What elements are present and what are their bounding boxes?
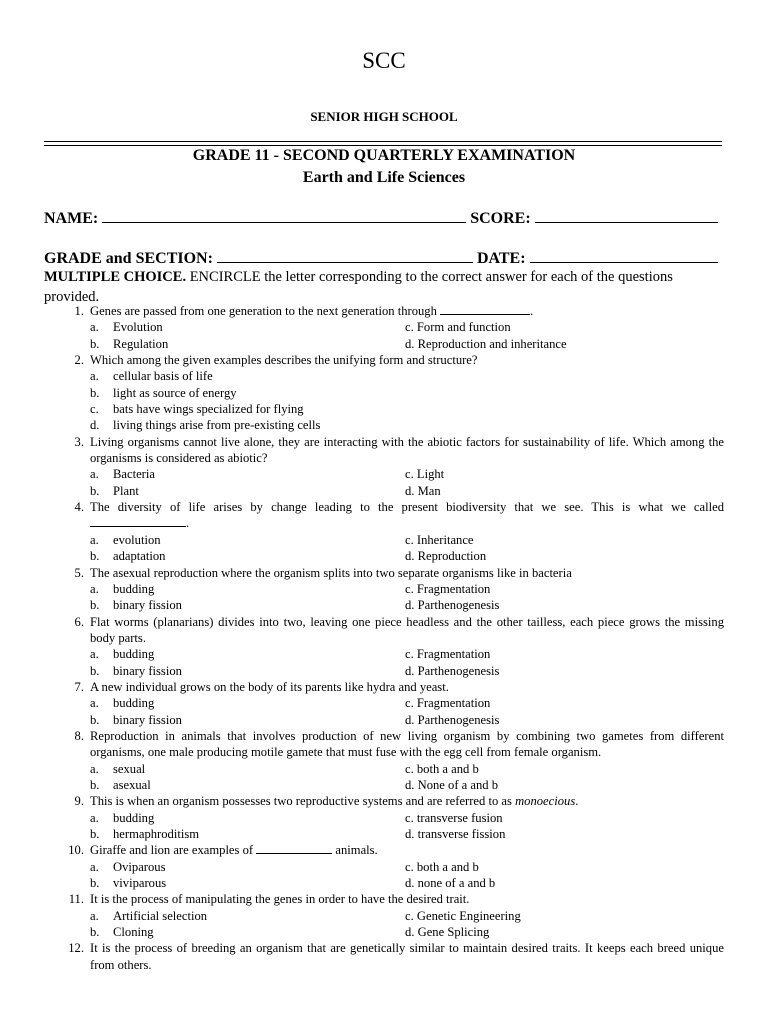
option-text: sexual (113, 761, 146, 776)
option-letter: b. (90, 712, 100, 727)
options-3 (44, 466, 724, 499)
option-text: d. Parthenogenesis (405, 663, 500, 678)
option-text: viviparous (113, 876, 167, 891)
option-text: d. Parthenogenesis (405, 712, 500, 727)
option-letter: a. (90, 908, 99, 923)
option-letter: a. (90, 320, 99, 335)
options-10 (44, 859, 724, 892)
option-letter: b. (90, 336, 100, 351)
option-text: c. Genetic Engineering (405, 908, 521, 923)
name-score-row (44, 208, 722, 228)
options-5 (44, 581, 724, 614)
question-text: Living organisms cannot live alone, they are interacting with the abiotic factors for sustainability of life. Which among the organisms is considered as abiotic? (90, 434, 724, 466)
option-b[interactable] (90, 336, 405, 352)
option-d[interactable] (405, 663, 724, 679)
options-4 (44, 532, 724, 565)
question-number: 10. (68, 843, 84, 858)
question-number: 8. (74, 728, 84, 743)
option-text: d. Man (405, 483, 441, 498)
question-text: It is the process of breeding an organism that are genetically similar to maintain desired traits. It keeps each breed unique from others. (90, 941, 724, 972)
question-text: Which among the given examples describes the unifying form and structure? (90, 353, 478, 368)
option-a[interactable] (90, 695, 405, 711)
option-text: c. Fragmentation (405, 696, 491, 711)
option-b[interactable] (90, 875, 405, 891)
option-text: budding (113, 810, 155, 825)
option-b[interactable] (90, 597, 405, 613)
option-text: binary fission (113, 598, 182, 613)
question-text: Reproduction in animals that involves production of new living organism by combining two gametes from different organisms, one male producing motile gamete that must fuse with the egg cell from female organism. (90, 728, 724, 760)
question-8 (44, 728, 724, 761)
question-text: A new individual grows on the body of its parents like hydra and yeast. (90, 679, 449, 694)
question-text-end: . (530, 304, 534, 318)
option-letter: a. (90, 647, 99, 662)
option-text: cellular basis of life (113, 369, 213, 384)
option-letter: b. (90, 483, 100, 498)
question-number: 5. (74, 565, 84, 580)
option-letter: b. (90, 925, 100, 940)
option-c[interactable] (405, 761, 724, 777)
options-7 (44, 695, 724, 728)
question-number: 3. (74, 434, 84, 449)
option-text: light as source of energy (113, 385, 237, 400)
option-letter: a. (90, 467, 99, 482)
option-b[interactable] (90, 712, 405, 728)
option-c[interactable] (405, 646, 724, 662)
option-text: budding (113, 696, 155, 711)
option-b[interactable] (90, 826, 405, 842)
answer-blank (90, 515, 186, 527)
option-letter: b. (90, 598, 100, 613)
option-text: c. Fragmentation (405, 647, 491, 662)
option-a[interactable] (90, 581, 405, 597)
score-field[interactable] (535, 208, 718, 223)
question-term: monoecious (515, 794, 576, 809)
question-list (44, 303, 724, 973)
question-number: 6. (74, 614, 84, 629)
department-name: SENIOR HIGH SCHOOL (310, 109, 458, 124)
option-letter: b. (90, 663, 100, 678)
option-d[interactable] (90, 417, 724, 433)
option-d[interactable] (405, 483, 724, 499)
option-b[interactable] (90, 777, 405, 793)
option-b[interactable] (90, 663, 405, 679)
option-a[interactable] (90, 859, 405, 875)
option-text: Bacteria (113, 467, 155, 482)
question-10 (44, 842, 724, 858)
option-c[interactable] (405, 466, 724, 482)
question-9 (44, 793, 724, 809)
option-text: budding (113, 647, 155, 662)
option-letter: a. (90, 859, 99, 874)
option-d[interactable] (405, 597, 724, 613)
option-letter: b. (90, 827, 100, 841)
option-text: asexual (113, 777, 151, 792)
exam-title: GRADE 11 - SECOND QUARTERLY EXAMINATION (192, 147, 576, 164)
question-number: 7. (74, 679, 84, 694)
option-text: Regulation (113, 336, 169, 351)
option-text: c. Form and function (405, 320, 511, 335)
question-text-end: . (575, 794, 579, 809)
option-c[interactable] (90, 401, 724, 417)
grade-section-label: GRADE and SECTION: (44, 250, 213, 267)
question-number: 4. (74, 500, 84, 515)
option-text: Oviparous (113, 859, 166, 874)
question-1 (44, 303, 724, 319)
option-d[interactable] (405, 826, 724, 842)
answer-blank (440, 303, 530, 315)
option-c[interactable] (405, 810, 724, 826)
option-text: adaptation (113, 549, 166, 564)
exam-subject: Earth and Life Sciences (302, 169, 466, 186)
option-letter: b. (90, 876, 100, 891)
option-d[interactable] (405, 875, 724, 891)
option-b[interactable] (90, 385, 724, 401)
question-text: Giraffe and lion are examples of (90, 843, 254, 858)
option-d[interactable] (405, 712, 724, 728)
option-a[interactable] (90, 319, 405, 335)
directions-text: ENCIRCLE the letter corresponding to the correct answer for each of the questions provided. (44, 269, 673, 305)
question-text: Flat worms (planarians) divides into two, leaving one piece headless and the other tailless, each piece grows the missing body parts. (90, 614, 724, 645)
option-text: d. None of a and b (405, 777, 499, 792)
options-6 (44, 646, 724, 679)
option-text: c. both a and b (405, 859, 479, 874)
option-text: c. both a and b (405, 761, 479, 776)
option-text: c. Fragmentation (405, 581, 491, 596)
question-text-end: animals. (335, 843, 378, 858)
question-3 (44, 434, 724, 467)
option-text: d. Reproduction (405, 549, 487, 564)
option-text: budding (113, 581, 155, 596)
option-b[interactable] (90, 548, 405, 564)
name-field[interactable] (102, 208, 466, 223)
header-rule-top (44, 141, 722, 142)
option-text: d. none of a and b (405, 876, 496, 891)
question-text: Genes are passed from one generation to the next generation through (90, 304, 437, 318)
option-text: d. transverse fission (405, 827, 506, 841)
date-label: DATE: (476, 250, 526, 267)
name-label: NAME: (44, 210, 99, 227)
option-b[interactable] (90, 483, 405, 499)
option-c[interactable] (405, 695, 724, 711)
option-text: binary fission (113, 663, 182, 678)
options-8 (44, 761, 724, 794)
option-letter: b. (90, 385, 100, 400)
option-text: d. Gene Splicing (405, 925, 490, 940)
option-text: d. Reproduction and inheritance (405, 336, 567, 351)
question-number: 12. (68, 941, 84, 956)
question-6 (44, 614, 724, 647)
option-letter: a. (90, 696, 99, 711)
grade-date-row (44, 248, 722, 268)
option-a[interactable] (90, 532, 405, 548)
score-label: SCORE: (470, 210, 531, 227)
option-c[interactable] (405, 908, 724, 924)
directions-heading: MULTIPLE CHOICE. (44, 269, 187, 285)
question-number: 2. (74, 353, 84, 368)
option-letter: a. (90, 761, 99, 776)
option-d[interactable] (405, 777, 724, 793)
option-c[interactable] (405, 581, 724, 597)
option-d[interactable] (405, 548, 724, 564)
option-text: hermaphroditism (113, 827, 200, 841)
option-c[interactable] (405, 319, 724, 335)
question-number: 1. (74, 304, 84, 318)
option-letter: d. (90, 418, 100, 433)
question-11 (44, 891, 724, 907)
grade-section-field[interactable] (217, 248, 473, 263)
option-d[interactable] (405, 924, 724, 940)
question-7 (44, 679, 724, 695)
options-1 (44, 319, 724, 352)
directions (44, 267, 724, 307)
question-text: The asexual reproduction where the organism splits into two separate organisms like in bacteria (90, 565, 572, 580)
options-9 (44, 810, 724, 843)
question-2 (44, 352, 724, 368)
option-d[interactable] (405, 336, 724, 352)
option-text: d. Parthenogenesis (405, 598, 500, 613)
option-b[interactable] (90, 924, 405, 940)
option-letter: a. (90, 532, 99, 547)
options-11 (44, 908, 724, 941)
option-text: Artificial selection (113, 908, 208, 923)
question-text: The diversity of life arises by change leading to the present biodiversity that we see. This is what we called (90, 500, 724, 515)
date-field[interactable] (530, 248, 718, 263)
option-letter: a. (90, 369, 99, 384)
option-a[interactable] (90, 646, 405, 662)
header-rule-bottom (44, 145, 722, 146)
school-name: SCC (362, 48, 406, 73)
option-a[interactable] (90, 368, 724, 384)
question-number: 11. (68, 892, 84, 907)
question-text: This is when an organism possesses two reproductive systems and are referred to as (90, 794, 512, 809)
options-2 (44, 368, 724, 433)
option-text: c. transverse fusion (405, 810, 503, 825)
option-text: evolution (113, 532, 161, 547)
question-text: It is the process of manipulating the genes in order to have the desired trait. (90, 892, 470, 907)
option-c[interactable] (405, 532, 724, 548)
option-letter: a. (90, 810, 99, 825)
option-text: living things arise from pre-existing cells (113, 418, 321, 433)
option-text: c. Light (405, 467, 445, 482)
question-4 (44, 499, 724, 532)
option-a[interactable] (90, 810, 405, 826)
option-letter: b. (90, 777, 100, 792)
option-letter: a. (90, 581, 99, 596)
option-text: c. Inheritance (405, 532, 474, 547)
question-text-end: . (186, 516, 190, 531)
option-a[interactable] (90, 761, 405, 777)
answer-blank (256, 842, 332, 854)
option-text: bats have wings specialized for flying (113, 402, 304, 417)
option-letter: c. (90, 402, 99, 417)
option-a[interactable] (90, 908, 405, 924)
option-a[interactable] (90, 466, 405, 482)
option-text: Evolution (113, 320, 163, 335)
option-text: Plant (113, 483, 139, 498)
option-c[interactable] (405, 859, 724, 875)
option-letter: b. (90, 549, 100, 564)
question-5 (44, 565, 724, 581)
question-12 (44, 940, 724, 973)
question-number: 9. (74, 794, 84, 809)
option-text: Cloning (113, 925, 154, 940)
option-text: binary fission (113, 712, 182, 727)
